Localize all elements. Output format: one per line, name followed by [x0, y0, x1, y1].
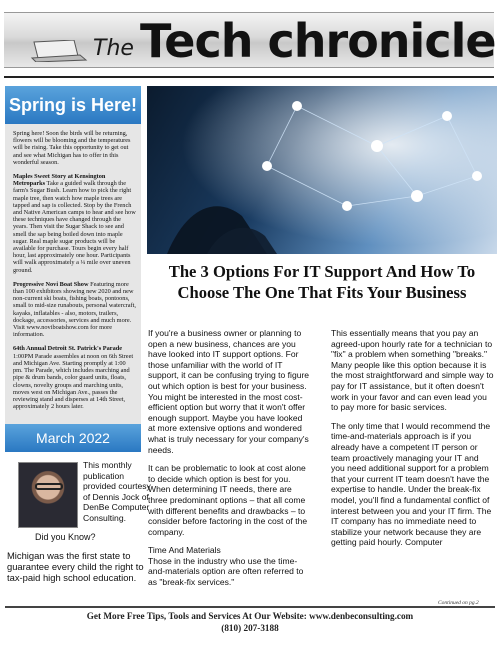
article-title: The 3 Options For IT Support And How To Choose The One That Fits Your Business: [168, 262, 476, 302]
sidebar-body: [5, 124, 141, 410]
sidebar-item-body: Featuring more than 100 exhibitors showing new 2020 and new non-current ski boats, fishing boats, pontoons, small to mid-size runabouts, personal watercraft, kayaks, inflatables - also, motors, trailers, dockage, accessories, services and much more. Visit www.noviboatshow.com for more information.: [13, 280, 136, 339]
issue-month: March 2022: [5, 424, 141, 452]
sidebar-item-title: 64th Annual Detroit St. Patrick's Parade: [13, 345, 123, 353]
sidebar-item-title: Maples Sweet Story at Kensington Metroparks: [13, 173, 106, 188]
article-paragraph: If you're a business owner or planning to open a new business, chances are you have looked into IT support options. For those unfamiliar with the world of IT support, it can be confusing trying to figure out which option is best for your business. You might be interested in the most cost-efficient option but worry that it won't offer enough support. Maybe you have looked at more extensive options and wondered what is truly necessary for your company's needs.: [148, 328, 310, 455]
sidebar-item-body: Take a guided walk through the farm's Sugar Bush. Learn how to pick the right maple tree, then watch how maple trees are tapped and sap is collected. Stop by the French and Native American camps to hear and see how these techniques have changed through the years. Then visit the Sugar Shack to see and smell the sap being boiled down into maple sugar. Real maple sugar products will be available for purchase. Tours begin every half hour, last approximately one hour. Participants will walk approximately a ¼ mile over uneven ground.: [13, 180, 136, 274]
masthead-prefix: The: [93, 36, 134, 61]
author-block: [5, 458, 151, 608]
did-you-know-fact: Michigan was the first state to guarantee every child the right to tax-paid high school education.: [7, 550, 144, 584]
article-subhead: Time And Materials: [148, 545, 221, 556]
article-paragraph: Those in the industry who use the time-and-materials option are often referred to as "break-fix services.": [148, 555, 304, 588]
author-credit: This monthly publication provided courtesy of Dennis Jock of DenBe Computer Consulting.: [83, 460, 151, 523]
sidebar-item-title: Progressive Novi Boat Show: [13, 280, 89, 288]
sidebar-intro: Spring here! Soon the birds will be returning, flowers will be blooming and the temperatures will be rising. Take this opportunity to get out and see what Michigan has to offer in this wonderful season.: [13, 130, 131, 166]
sidebar: [5, 86, 141, 424]
author-photo: [18, 462, 78, 528]
article-column-2: [331, 328, 494, 556]
sidebar-heading: Spring is Here!: [5, 86, 141, 124]
article-paragraph: This essentially means that you pay an agreed-upon hourly rate for a technician to "fix" a problem when something "breaks." Many people like this option because it is the most straightforward and simple way to pay for IT assistance, but it often doesn't work in your favor and can even lead you to pay more for basic services.: [331, 328, 494, 413]
masthead-divider: [4, 76, 494, 78]
hero-image: [147, 86, 497, 254]
sidebar-item: [13, 345, 136, 410]
masthead: [0, 0, 500, 78]
sidebar-item-body: 1:00PM Parade assembles at noon on 6th Street and Michigan Ave. Starting promptly at 1:00 pm. The Parade, which includes marching and pipe & drum bands, color guard units, floats, clowns, novelty groups and marching units, moves west on Michigan Ave., passes the reviewing stand and disperses at 14th Street, approximately 2 hours later.: [13, 352, 134, 411]
tech-network-illustration: [147, 86, 497, 254]
continued-note: Continued on pg.2: [438, 600, 479, 606]
sidebar-item: [13, 281, 136, 339]
glasses-icon: [35, 483, 63, 490]
footer-website-line[interactable]: Get More Free Tips, Tools and Services At Our Website: www.denbeconsulting.com: [86, 611, 414, 621]
masthead-title: Tech chronicle: [140, 14, 496, 68]
footer-phone[interactable]: (810) 207-3188: [221, 622, 279, 633]
article-paragraph: The only time that I would recommend the time-and-materials approach is if you already have a competent IT person or team proactively managing your IT and you need additional support for a problem that your current IT team doesn't have the expertise to handle. Under the break-fix model, you'll find a fundamental conflict of interest between you and your IT firm. The IT company has no immediate need to stabilize your network because they are getting paid hourly. Computer: [331, 420, 492, 548]
did-you-know-heading: Did you Know?: [35, 532, 96, 542]
sidebar-item: [13, 173, 136, 274]
footer: [0, 611, 500, 634]
article-paragraph: It can be problematic to look at cost alone to decide which option is best for you. When determining IT needs, there are three predominant options – that all come with different benefits and drawbacks – to consider before factoring in the cost of the company.: [148, 463, 308, 537]
article-column-1: [148, 328, 311, 596]
laptop-icon: [30, 40, 88, 62]
footer-divider: [5, 606, 495, 608]
